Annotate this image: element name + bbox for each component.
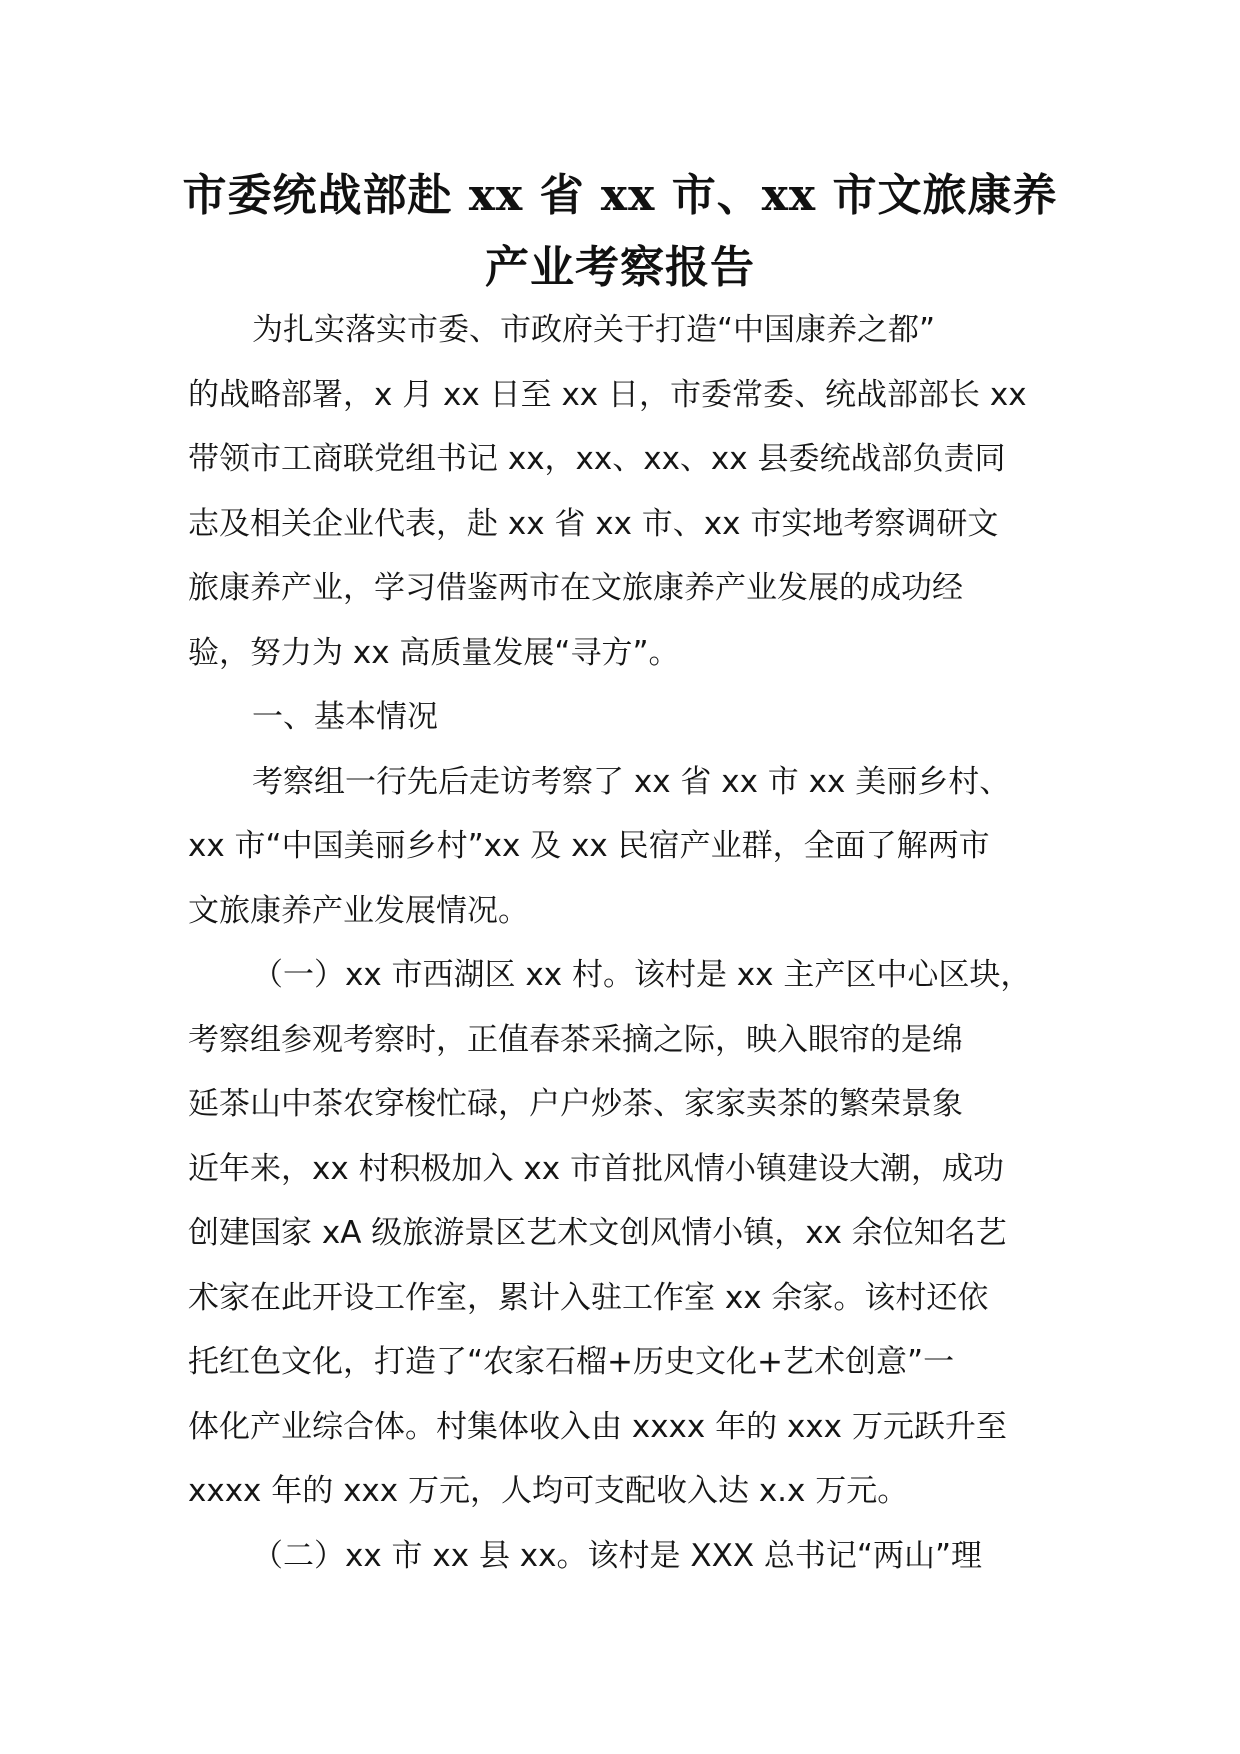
paragraph-line: 近年来，xx 村积极加入 xx 市首批风情小镇建设大潮，成功 [188,1150,1004,1187]
paragraph-line: 延茶山中茶农穿梭忙碌，户户炒茶、家家卖茶的繁荣景象 [188,1086,963,1122]
paragraph-line: xx 市“中国美丽乡村”xx 及 xx 民宿产业群，全面了解两市 [188,828,990,864]
paragraph-line: 考察组一行先后走访考察了 xx 省 xx 市 xx 美丽乡村、 [252,763,1011,800]
paragraph-line: 考察组参观考察时，正值春茶采摘之际，映入眼帘的是绵 [188,1021,963,1058]
paragraph-line: 验，努力为 xx 高质量发展“寻方”。 [188,634,680,671]
title-line-1: 市委统战部赴 xx 省 xx 市、xx 市文旅康养 [182,170,1058,221]
paragraph-line: xxxx 年的 xxx 万元，人均可支配收入达 x.x 万元。 [188,1473,909,1509]
paragraph-line: 文旅康养产业发展情况。 [188,892,529,929]
paragraph-line: 创建国家 xA 级旅游景区艺术文创风情小镇，xx 余位知名艺 [188,1215,1007,1251]
section-heading: 一、基本情况 [252,699,438,735]
paragraph-line: 带领市工商联党组书记 xx，xx、xx、xx 县委统战部负责同 [188,441,1006,477]
paragraph-line: 旅康养产业，学习借鉴两市在文旅康养产业发展的成功经 [188,570,963,606]
paragraph-line: 为扎实落实市委、市政府关于打造“中国康养之都” [252,312,936,348]
paragraph-line: （一）xx 市西湖区 xx 村。该村是 xx 主产区中心区块， [252,957,1032,993]
paragraph-line: 体化产业综合体。村集体收入由 xxxx 年的 xxx 万元跃升至 [188,1408,1007,1445]
document-body [188,298,1068,1588]
paragraph-line: 的战略部署，x 月 xx 日至 xx 日，市委常委、统战部部长 xx [188,376,1027,413]
document-title [150,160,1090,304]
paragraph-line: 志及相关企业代表，赴 xx 省 xx 市、xx 市实地考察调研文 [188,505,999,542]
paragraph-line: 术家在此开设工作室，累计入驻工作室 xx 余家。该村还依 [188,1279,989,1316]
title-line-2: 产业考察报告 [485,242,755,293]
paragraph-line: （二）xx 市 xx 县 xx。该村是 XXX 总书记“两山”理 [252,1537,983,1574]
paragraph-line: 托红色文化，打造了“农家石榴+历史文化+艺术创意”一 [188,1344,955,1380]
